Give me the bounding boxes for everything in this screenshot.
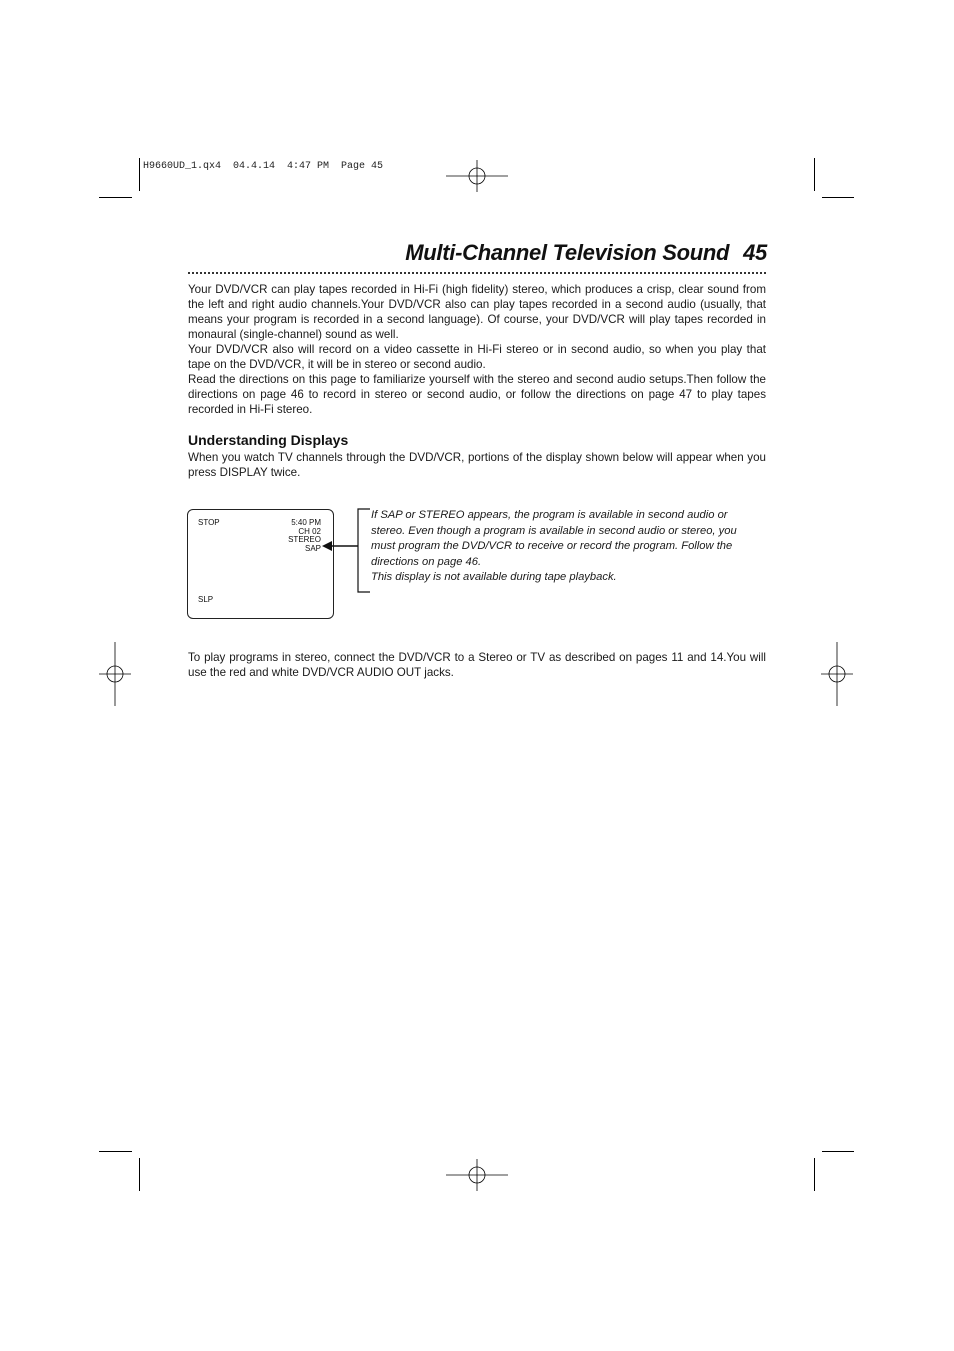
crop-mark <box>822 197 854 198</box>
callout-paragraph: If SAP or STEREO appears, the program is available in second audio or stereo. Even though a program is available in second audio or stereo, you must program the DVD/VCR to receive or record the program. Follow the directions on page 46. <box>371 509 737 568</box>
intro-paragraph: Your DVD/VCR also will record on a video cassette in Hi-Fi stereo or in second audio, so when you play that tape on the DVD/VCR, it will be in stereo or second audio. <box>188 343 766 371</box>
intro-paragraph: Your DVD/VCR can play tapes recorded in Hi-Fi (high fidelity) stereo, which produces a crisp, clear sound from the left and right audio channels.Your DVD/VCR also can play tapes recorded in a second audio (usually, that means your program is recorded in a second language). Of course, your DVD/VCR will play tapes recorded in monaural (single-channel) sound as well. <box>188 283 766 341</box>
page-header <box>405 240 767 266</box>
crop-mark <box>139 158 140 191</box>
tv-display-screen <box>187 509 334 619</box>
page-title: Multi-Channel Television Sound <box>405 240 730 265</box>
registration-mark-icon <box>446 160 510 192</box>
display-time: 5:40 PM <box>291 518 321 527</box>
section-heading: Understanding Displays <box>188 432 349 448</box>
section-text <box>188 450 766 480</box>
display-channel: CH 02 <box>298 527 321 536</box>
printer-slug: H9660UD_1.qx4 04.4.14 4:47 PM Page 45 <box>143 161 384 172</box>
crop-mark <box>822 1151 854 1152</box>
registration-mark-icon <box>821 642 853 706</box>
callout-paragraph: This display is not available during tape playback. <box>371 571 617 584</box>
crop-mark <box>139 1158 140 1191</box>
display-stereo: STEREO <box>288 535 321 544</box>
registration-mark-icon <box>99 642 131 706</box>
crop-mark <box>99 1151 132 1152</box>
crop-mark <box>814 158 815 191</box>
registration-mark-icon <box>446 1159 510 1191</box>
display-sap: SAP <box>304 544 321 553</box>
display-stop: STOP <box>198 518 220 527</box>
callout-text <box>371 508 763 586</box>
crop-mark <box>99 197 132 198</box>
stereo-paragraph: To play programs in stereo, connect the DVD/VCR to a Stereo or TV as described on pages 11 and 14.You will use the red and white DVD/VCR AUDIO OUT jacks. <box>188 651 766 679</box>
crop-mark <box>814 1158 815 1191</box>
section-paragraph: When you watch TV channels through the DVD/VCR, portions of the display shown below will appear when you press DISPLAY twice. <box>188 451 766 479</box>
page-number: 45 <box>743 240 767 265</box>
stereo-connection-text <box>188 650 766 680</box>
dotted-rule <box>188 272 766 274</box>
intro-text <box>188 282 766 417</box>
display-speed: SLP <box>198 595 214 604</box>
intro-paragraph: Read the directions on this page to familiarize yourself with the stereo and second audio setups.Then follow the directions on page 46 to record in stereo or second audio, or follow the directions on page 47 to play tapes recorded in Hi-Fi stereo. <box>188 373 766 416</box>
callout-arrow-icon <box>320 508 372 594</box>
